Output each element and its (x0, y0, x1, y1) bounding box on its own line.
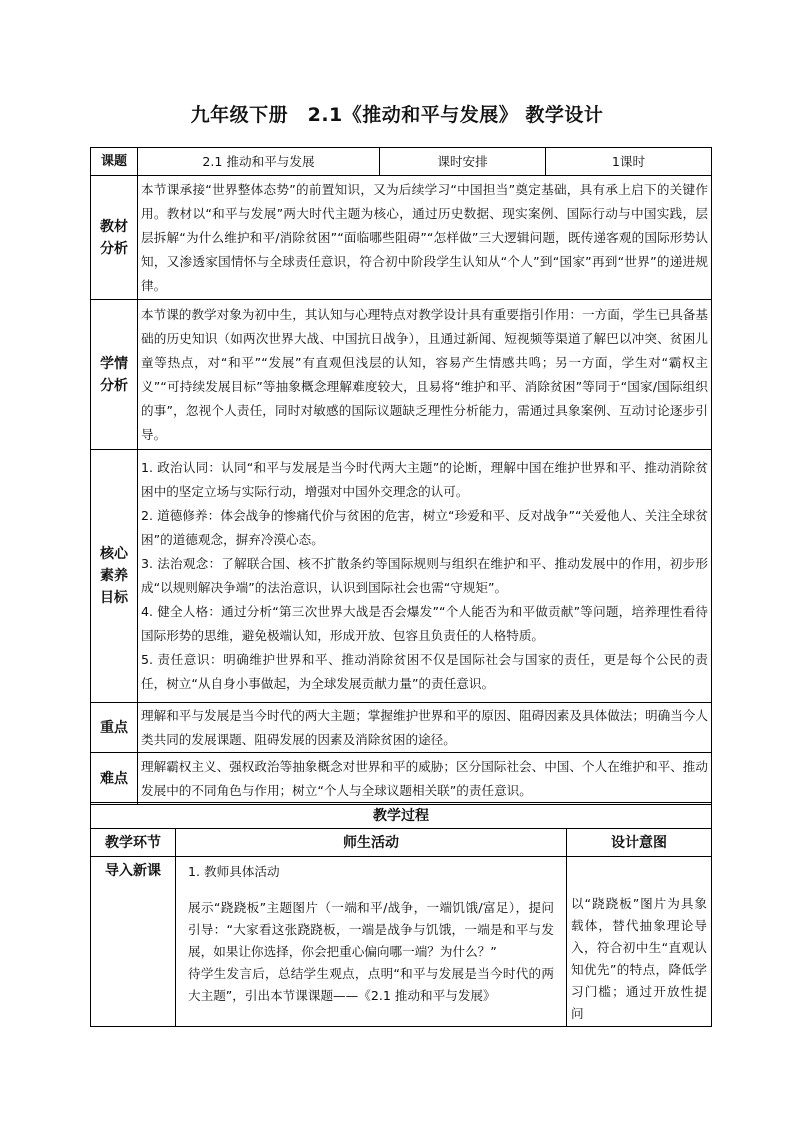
teaching-process-table (90, 802, 712, 1027)
goal-item: 1. 政治认同：认同“和平与发展是当今时代两大主题”的论断，理解中国在维护世界和平、推动消除贫困中的坚定立场与实际行动，增强对中国外交理念的认可。 (141, 460, 708, 499)
process-intent (567, 857, 712, 1027)
topic-value: 2.1 推动和平与发展 (138, 148, 380, 176)
goal-item: 5. 责任意识：明确维护世界和平、推动消除贫困不仅是国际社会与国家的责任，更是每个公民的责任，树立“从自身小事做起，为全球发展贡献力量”的责任意识。 (141, 652, 708, 691)
goals-list (138, 450, 712, 703)
goal-item: 2. 道德修养：体会战争的惨痛代价与贫困的危害，树立“珍爱和平、反对战争”“关爱他人、关注全球贫困”的道德观念，摒弃冷漠心态。 (141, 508, 708, 547)
process-header-row (91, 829, 712, 857)
activity-heading: 1. 教师具体活动 (188, 864, 280, 879)
process-stage: 导入新课 (91, 857, 176, 1027)
learners-row (91, 300, 712, 450)
goals-label: 核心 素养 目标 (91, 450, 138, 703)
goal-item: 3. 法治观念：了解联合国、核不扩散条约等国际规则与组织在维护和平、推动发展中的作用，初步形成“以规则解决争端”的法治意识，认识到国际社会也需“守规矩”。 (141, 556, 708, 595)
process-activity (176, 857, 567, 1027)
textbook-label: 教材 分析 (91, 176, 138, 300)
hours-label: 课时安排 (380, 148, 546, 176)
process-section-title: 教学过程 (91, 803, 712, 829)
col-intent-header: 设计意图 (567, 829, 712, 857)
topic-row (91, 148, 712, 176)
key-points-label: 重点 (91, 703, 138, 753)
col-activity-header: 师生活动 (176, 829, 567, 857)
key-points-row (91, 703, 712, 753)
learners-analysis-text: 本节课的教学对象为初中生，其认知与心理特点对教学设计具有重要指引作用：一方面，学生已具备基础的历史知识（如两次世界大战、中国抗日战争），且通过新闻、短视频等渠道了解巴以冲突、贫困儿童等热点，对“和平”“发展”有直观但浅层的认知，容易产生情感共鸣；另一方面，学生对“霸权主义”“可持续发展目标”等抽象概念理解难度较大，且易将“维护和平、消除贫困”等同于“国家/国际组织的事”，忽视个人责任，同时对敏感的国际议题缺乏理性分析能力，需通过具象案例、互动讨论逐步引导。 (138, 300, 712, 450)
lesson-plan-table (90, 147, 712, 805)
process-row (91, 857, 712, 1027)
activity-text: 展示“跷跷板”主题图片（一端和平/战争，一端饥饿/富足），提问引导：“大家看这张跷跷板，一端是战争与饥饿，一端是和平与发展，如果让你选择，你会把重心偏向哪一端？为什么？” (188, 900, 554, 959)
process-title-row (91, 803, 712, 829)
hours-value: 1课时 (546, 148, 712, 176)
col-stage-header: 教学环节 (91, 829, 176, 857)
difficulties-row (91, 753, 712, 805)
topic-label: 课题 (91, 148, 138, 176)
document-title: 九年级下册 2.1《推动和平与发展》 教学设计 (190, 104, 604, 126)
difficulties-text: 理解霸权主义、强权政治等抽象概念对世界和平的威胁；区分国际社会、中国、个人在维护和平、推动发展中的不同角色与作用；树立“个人与全球议题相关联”的责任意识。 (138, 753, 712, 805)
key-points-text: 理解和平与发展是当今时代的两大主题；掌握维护世界和平的原因、阻碍因素及具体做法；明确当今人类共同的发展课题、阻碍发展的因素及消除贫困的途径。 (138, 703, 712, 753)
goal-item: 4. 健全人格：通过分析“第三次世界大战是否会爆发”“个人能否为和平做贡献”等问题，培养理性看待国际形势的思维，避免极端认知，形成开放、包容且负责任的人格特质。 (141, 604, 708, 643)
goals-row (91, 450, 712, 703)
activity-text-2: 待学生发言后，总结学生观点，点明“和平与发展是当今时代的两大主题”，引出本节课课题——《2.1 推动和平与发展》 (188, 966, 554, 1003)
textbook-analysis-text: 本节课承接“世界整体态势”的前置知识，又为后续学习“中国担当”奠定基础，具有承上启下的关键作用。教材以“和平与发展”两大时代主题为核心，通过历史数据、现实案例、国际行动与中国实践，层层拆解“为什么维护和平/消除贫困”“面临哪些阻碍”“怎样做”三大逻辑问题，既传递客观的国际形势认知，又渗透家国情怀与全球责任意识，符合初中阶段学生认知从“个人”到“国家”再到“世界”的递进规律。 (138, 176, 712, 300)
difficulties-label: 难点 (91, 753, 138, 805)
intent-text: 以“跷跷板”图片为具象载体，替代抽象理论导入，符合初中生“直观认知优先”的特点，降低学习门槛；通过开放性提问 (571, 896, 707, 1021)
learners-label: 学情 分析 (91, 300, 138, 450)
textbook-row (91, 176, 712, 300)
